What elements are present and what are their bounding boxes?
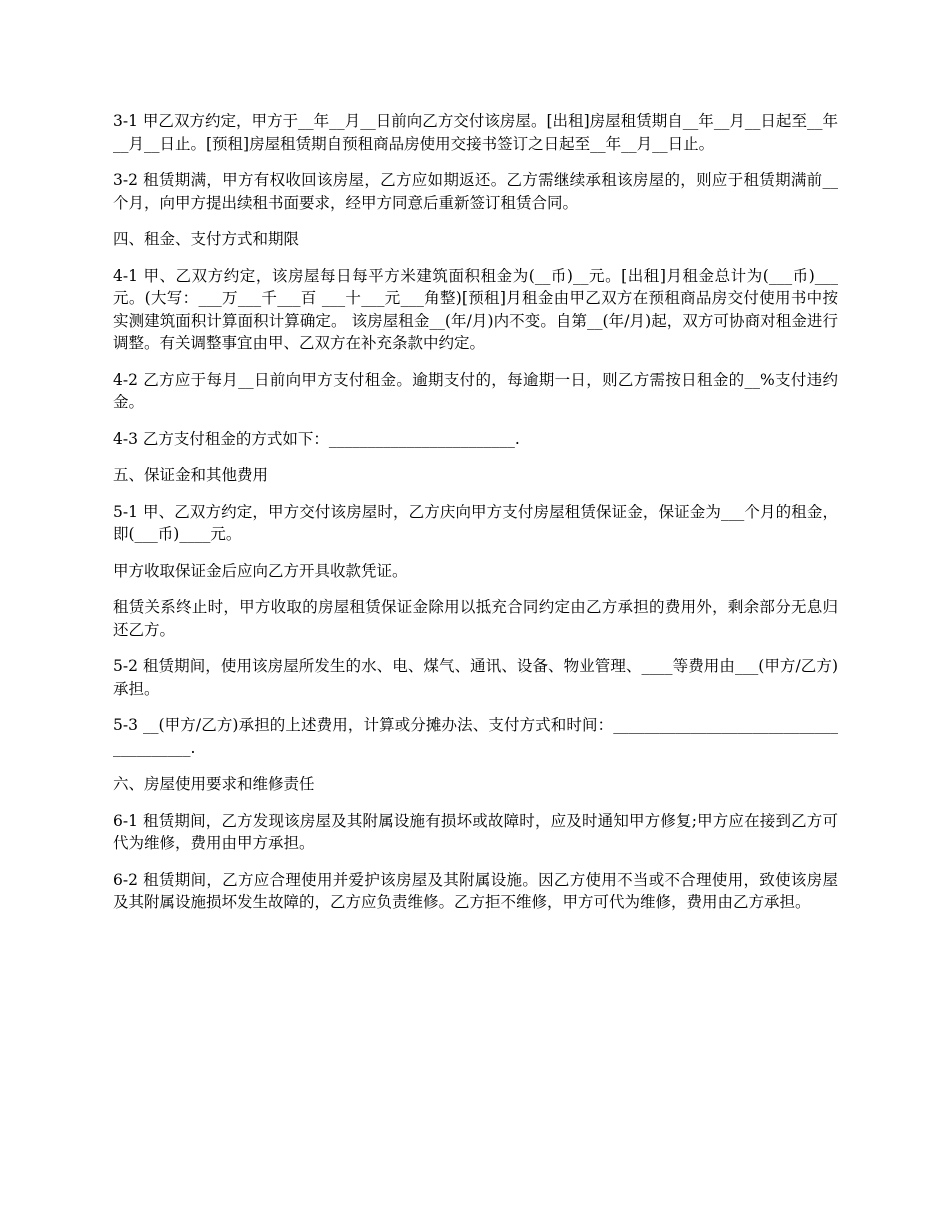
clause-4-1: 4-1 甲、乙双方约定，该房屋每日每平方米建筑面积租金为(__币)__元。[出租]月租金总计为(___币)___元。(大写：___万___千___百 ___十___元___角整)[预租]月租金由甲乙双方在预租商品房交付使用书中按实测建筑面积计算面积计算确定。 该房屋租金__(年/月)内不变。自第__(年/月)起，双方可协商对租金进行调整。有关调整事宜由甲、乙双方在补充条款中约定。: [113, 266, 838, 352]
clause-5-3: 5-3 __(甲方/乙方)承担的上述费用，计算或分摊办法、支付方式和时间：_______________________________________.: [113, 716, 838, 757]
section-heading-deposit: 五、保证金和其他费用: [113, 466, 269, 484]
clause-3-2: 3-2 租赁期满，甲方有权收回该房屋，乙方应如期返还。乙方需继续承租该房屋的，则应于租赁期满前__个月，向甲方提出续租书面要求，经甲方同意后重新签订租赁合同。: [113, 171, 838, 212]
deposit-receipt-paragraph: 甲方收取保证金后应向乙方开具收款凭证。: [113, 561, 408, 580]
document-body: [113, 110, 838, 928]
deposit-return-paragraph: 租赁关系终止时，甲方收取的房屋租赁保证金除用以抵充合同约定由乙方承担的费用外，剩余部分无息归还乙方。: [113, 598, 838, 639]
clause-4-3: 4-3 乙方支付租金的方式如下：________________________.: [113, 429, 520, 448]
clause-4-2: 4-2 乙方应于每月__日前向甲方支付租金。逾期支付的，每逾期一日，则乙方需按日租金的__%支付违约金。: [113, 370, 838, 411]
clause-5-2: 5-2 租赁期间，使用该房屋所发生的水、电、煤气、通讯、设备、物业管理、____等费用由___(甲方/乙方)承担。: [113, 657, 838, 698]
clause-5-1: 5-1 甲、乙双方约定，甲方交付该房屋时，乙方庆向甲方支付房屋租赁保证金，保证金为___个月的租金，即(___币)____元。: [113, 502, 838, 543]
clause-3-1: 3-1 甲乙双方约定，甲方于__年__月__日前向乙方交付该房屋。[出租]房屋租赁期自__年__月__日起至__年__月__日止。[预租]房屋租赁期自预租商品房使用交接书签订之日起至__年__月__日止。: [113, 112, 838, 153]
section-heading-rent: 四、租金、支付方式和期限: [113, 230, 300, 248]
section-heading-maintenance: 六、房屋使用要求和维修责任: [113, 775, 315, 793]
clause-6-1: 6-1 租赁期间，乙方发现该房屋及其附属设施有损坏或故障时，应及时通知甲方修复;甲方应在接到乙方可代为维修，费用由甲方承担。: [113, 811, 838, 852]
clause-6-2: 6-2 租赁期间，乙方应合理使用并爱护该房屋及其附属设施。因乙方使用不当或不合理使用，致使该房屋及其附属设施损坏发生故障的，乙方应负责维修。乙方拒不维修，甲方可代为维修，费用由乙方承担。: [113, 870, 838, 911]
